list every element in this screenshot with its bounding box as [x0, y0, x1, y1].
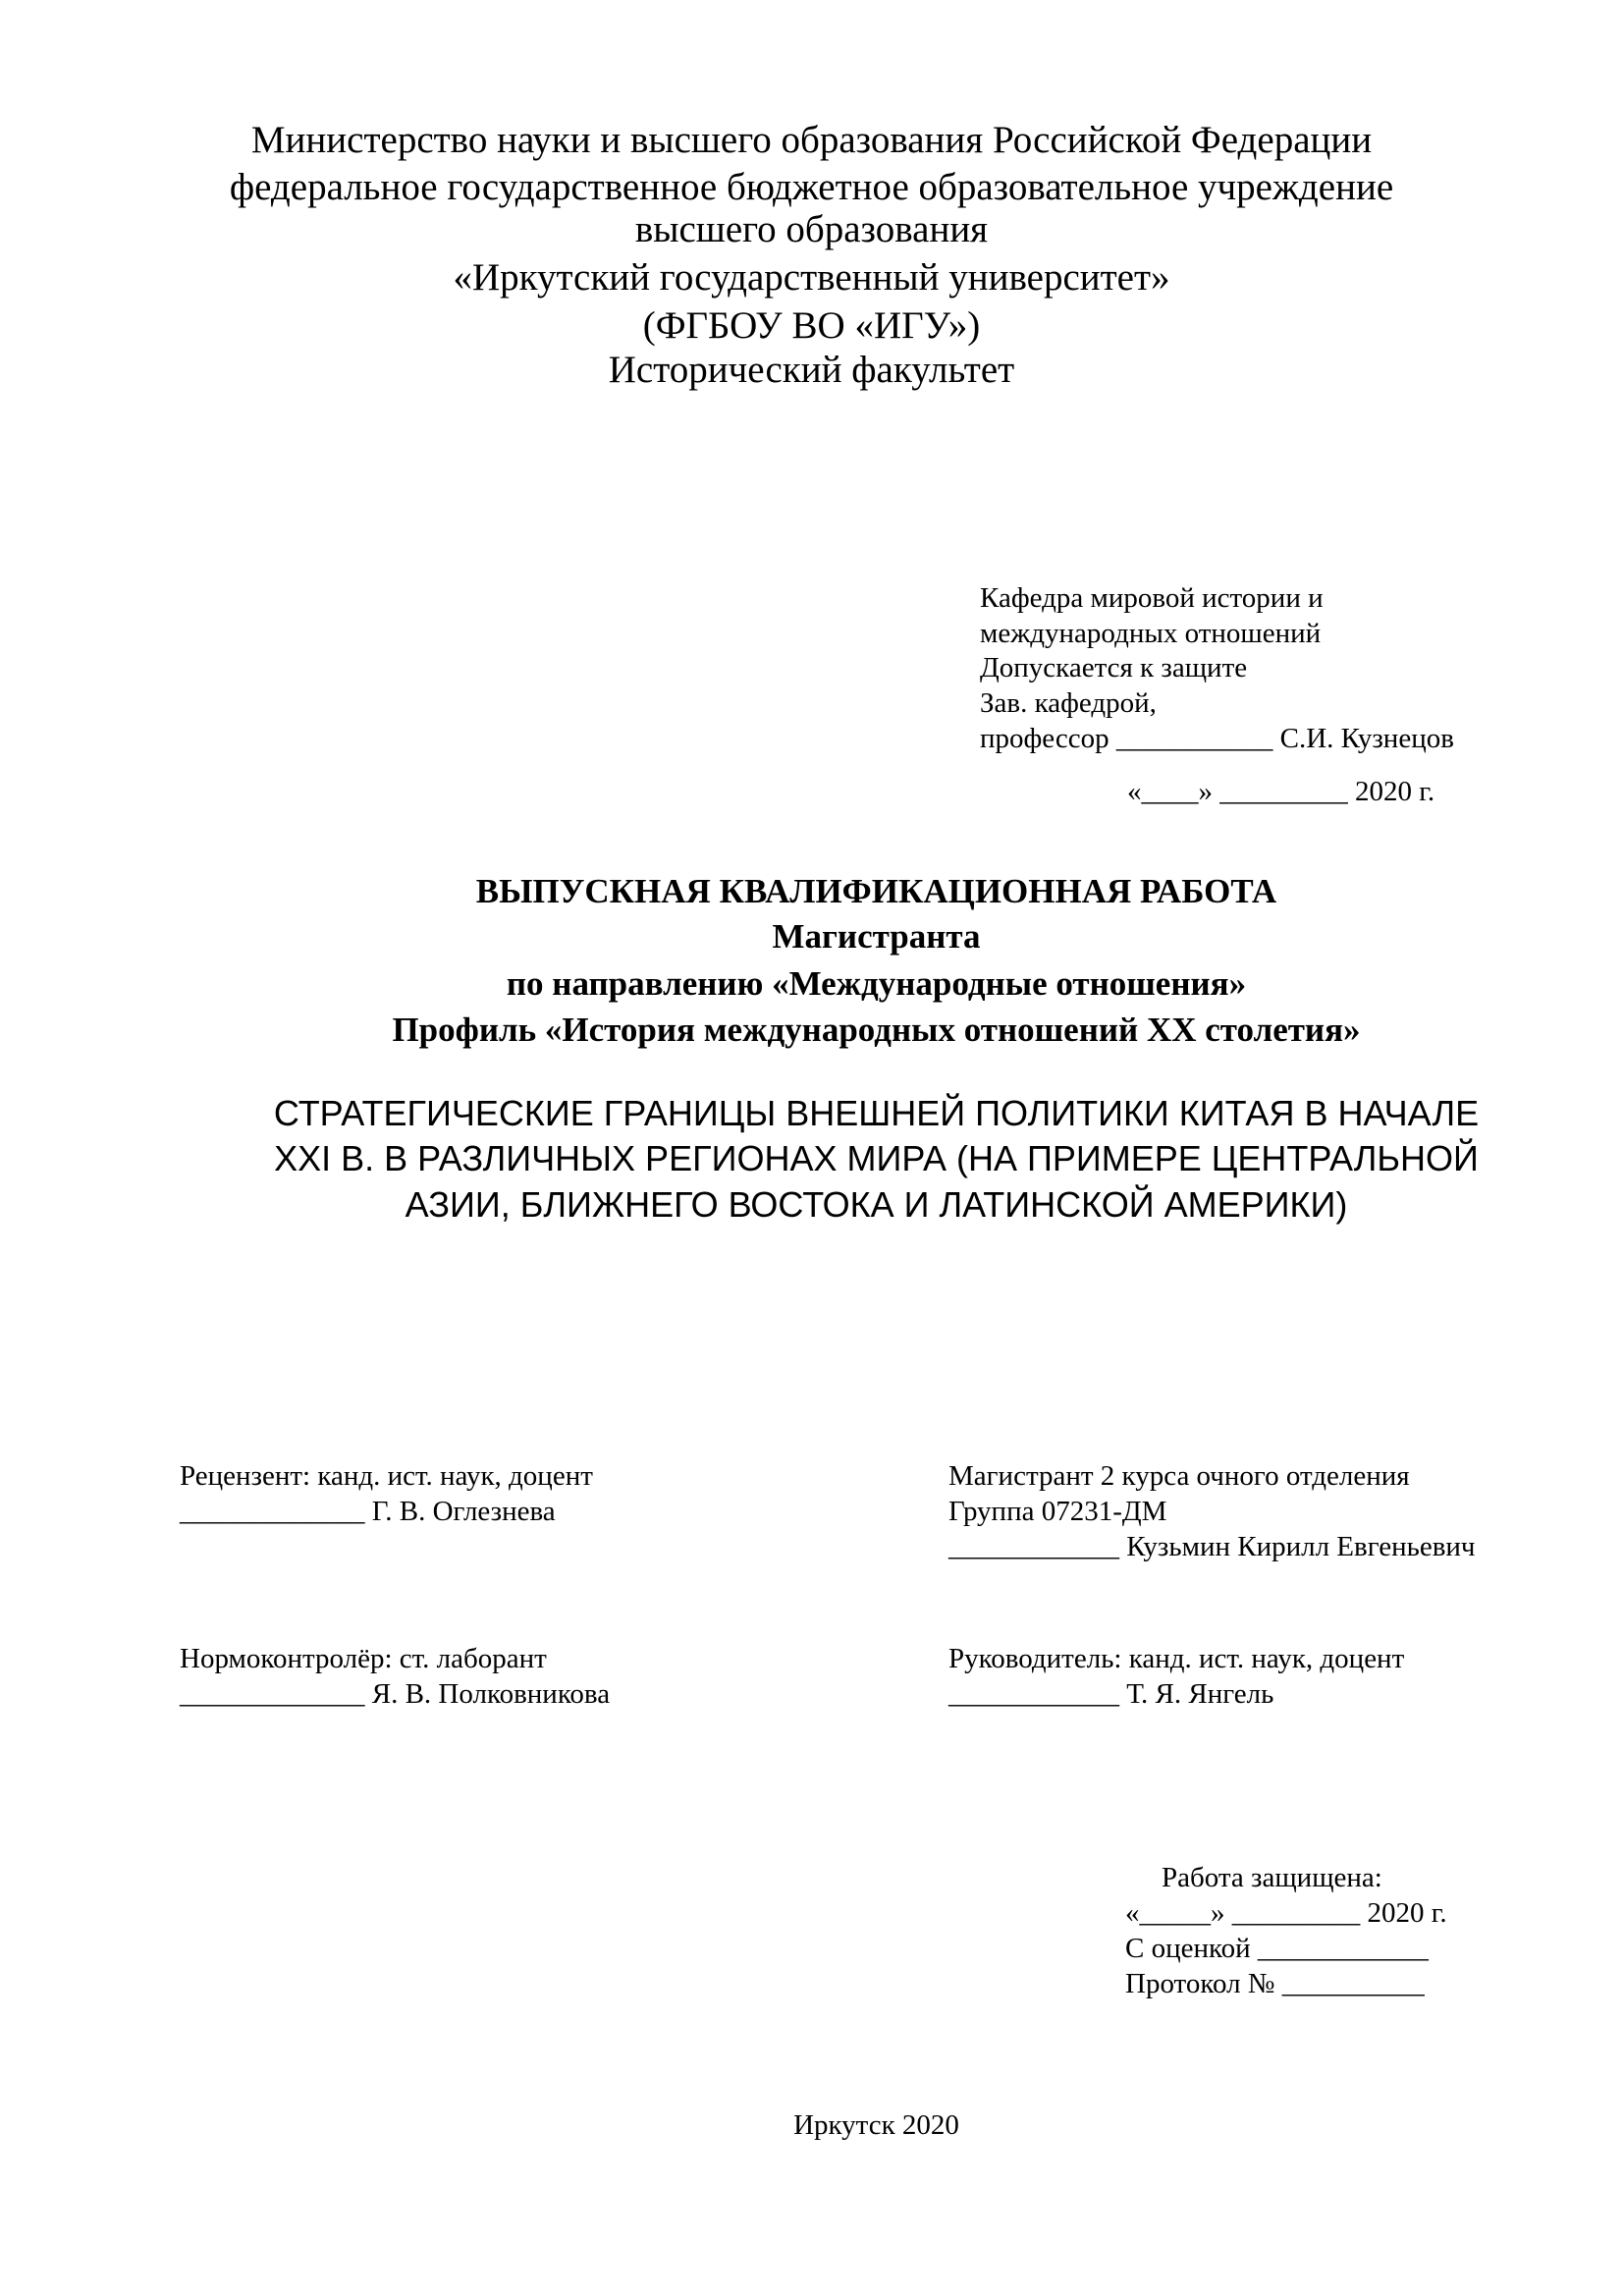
- student-signature: ____________ Кузьмин Кирилл Евгеньевич: [948, 1531, 1476, 1562]
- reviewer-title: Рецензент: канд. ист. наук, доцент: [180, 1460, 593, 1492]
- topic-line-1: СТРАТЕГИЧЕСКИЕ ГРАНИЦЫ ВНЕШНЕЙ ПОЛИТИКИ КИТАЯ В НАЧАЛЕ: [273, 1093, 1480, 1133]
- defense-date: «_____» _________ 2020 г.: [1125, 1897, 1447, 1929]
- university-abbr-line: (ФГБОУ ВО «ИГУ»): [642, 304, 981, 347]
- head-of-department: Зав. кафедрой,: [980, 687, 1157, 719]
- department-line-1: Кафедра мировой истории и: [980, 582, 1324, 614]
- education-level-line: высшего образования: [634, 208, 989, 250]
- approval-date: «____» _________ 2020 г.: [1127, 776, 1435, 807]
- professor-signature: профессор ___________ С.И. Кузнецов: [980, 723, 1454, 754]
- student-title: Магистрант 2 курса очного отделения: [948, 1460, 1410, 1492]
- topic-line-3: АЗИИ, БЛИЖНЕГО ВОСТОКА И ЛАТИНСКОЙ АМЕРИКИ): [405, 1184, 1348, 1225]
- defense-protocol: Протокол № __________: [1125, 1968, 1425, 1999]
- supervisor-title: Руководитель: канд. ист. наук, доцент: [948, 1643, 1405, 1674]
- thesis-direction-line: по направлению «Международные отношения»: [506, 964, 1247, 1003]
- university-name-line: «Иркутский государственный университет»: [453, 256, 1170, 299]
- normcontrol-title: Нормоконтролёр: ст. лаборант: [180, 1643, 547, 1674]
- topic-line-2: XXI В. В РАЗЛИЧНЫХ РЕГИОНАХ МИРА (НА ПРИМЕРЕ ЦЕНТРАЛЬНОЙ: [274, 1138, 1479, 1178]
- thesis-degree-line: Магистранта: [772, 917, 981, 956]
- department-line-2: международных отношений: [980, 618, 1322, 649]
- city-year: Иркутск 2020: [793, 2109, 959, 2141]
- ministry-line: Министерство науки и высшего образования Российской Федерации: [250, 119, 1373, 161]
- institution-type-line: федеральное государственное бюджетное образовательное учреждение: [229, 166, 1394, 208]
- thesis-profile-line: Профиль «История международных отношений XX столетия»: [392, 1011, 1361, 1049]
- student-group: Группа 07231-ДМ: [948, 1496, 1167, 1527]
- defense-grade: С оценкой ____________: [1125, 1933, 1429, 1964]
- supervisor-signature: ____________ Т. Я. Янгель: [948, 1678, 1274, 1710]
- defense-heading: Работа защищена:: [1162, 1862, 1382, 1893]
- admitted-to-defense: Допускается к защите: [980, 652, 1248, 683]
- reviewer-signature: _____________ Г. В. Оглезнева: [180, 1496, 556, 1527]
- faculty-line: Исторический факультет: [608, 349, 1015, 391]
- normcontrol-signature: _____________ Я. В. Полковникова: [180, 1678, 611, 1710]
- thesis-type-title: ВЫПУСКНАЯ КВАЛИФИКАЦИОННАЯ РАБОТА: [475, 872, 1277, 910]
